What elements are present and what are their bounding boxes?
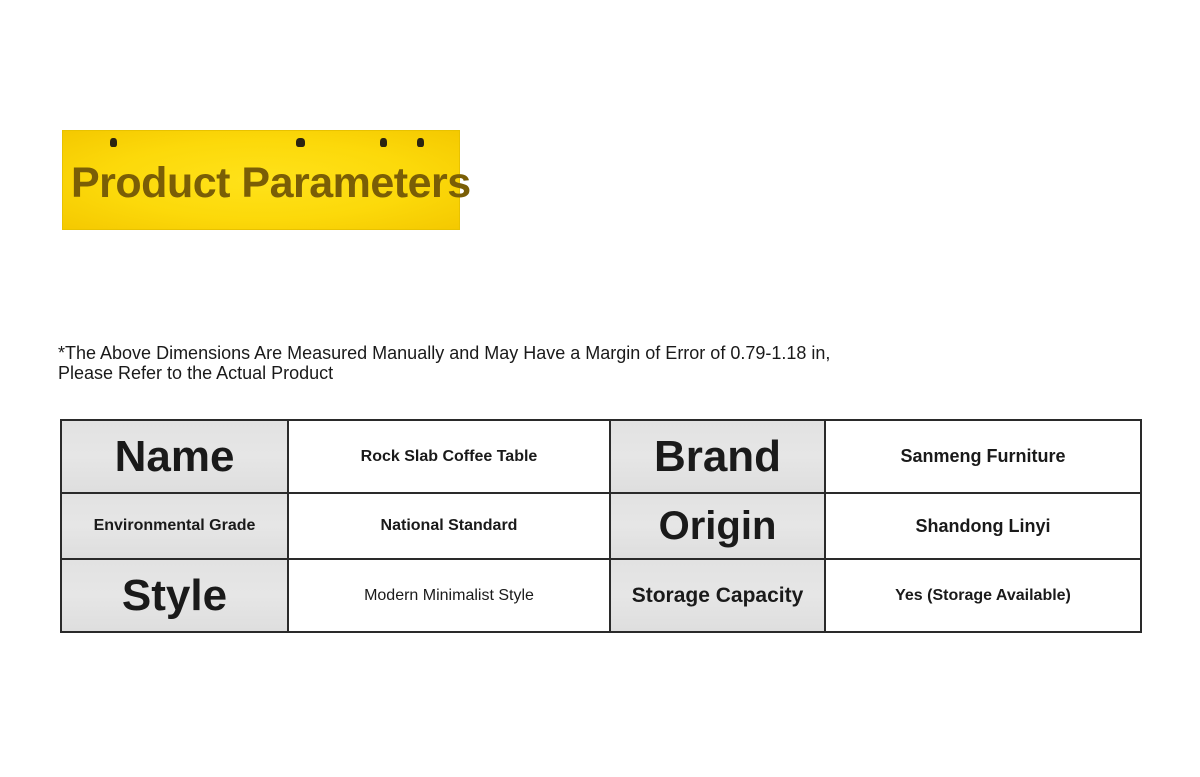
param-value-style: Modern Minimalist Style — [364, 586, 534, 604]
label-cell — [61, 420, 288, 493]
decorative-dot-icon — [296, 138, 305, 147]
value-cell — [288, 420, 610, 493]
table-row — [61, 493, 1141, 559]
value-cell — [825, 420, 1141, 493]
decorative-dot-icon — [380, 138, 387, 147]
label-cell — [610, 493, 825, 559]
label-cell — [61, 493, 288, 559]
value-cell — [288, 493, 610, 559]
param-value-origin: Shandong Linyi — [915, 515, 1051, 536]
value-cell — [825, 493, 1141, 559]
param-label-origin: Origin — [658, 503, 777, 548]
note-line-2: Please Refer to the Actual Product — [58, 363, 334, 383]
param-label-storage-capacity: Storage Capacity — [631, 583, 804, 607]
param-label-environmental-grade: Environmental Grade — [93, 517, 256, 534]
param-value-environmental-grade: National Standard — [380, 517, 518, 534]
value-cell — [288, 559, 610, 632]
param-label-style: Style — [121, 570, 228, 620]
param-value-storage-capacity: Yes (Storage Available) — [895, 586, 1071, 604]
param-label-brand: Brand — [653, 431, 782, 481]
title-banner — [62, 130, 471, 230]
value-cell — [825, 559, 1141, 632]
param-value-brand: Sanmeng Furniture — [900, 446, 1066, 466]
parameters-table — [60, 419, 1142, 633]
measurement-note — [58, 343, 958, 383]
table-row — [61, 559, 1141, 632]
label-cell — [61, 559, 288, 632]
label-cell — [610, 559, 825, 632]
decorative-dot-icon — [110, 138, 117, 147]
page-title: Product Parameters — [71, 159, 471, 207]
param-label-name: Name — [114, 431, 235, 481]
table-row — [61, 420, 1141, 493]
note-line-1: *The Above Dimensions Are Measured Manually and May Have a Margin of Error of 0.79-1.18 in, — [58, 343, 831, 363]
label-cell — [610, 420, 825, 493]
param-value-name: Rock Slab Coffee Table — [360, 447, 538, 465]
decorative-dot-icon — [417, 138, 424, 147]
